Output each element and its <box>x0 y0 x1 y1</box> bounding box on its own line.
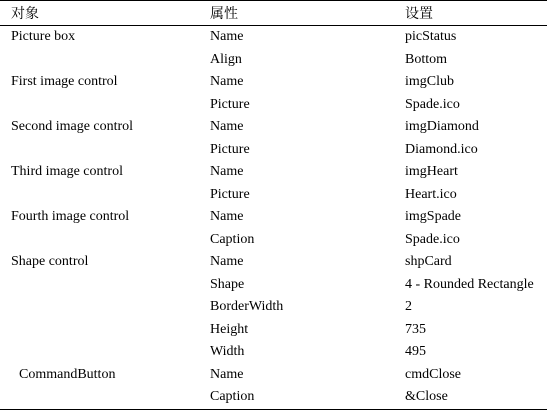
setting-cell: 735 <box>405 321 426 337</box>
object-cell: Shape control <box>11 254 89 270</box>
table-row <box>0 386 547 409</box>
property-cell: Caption <box>210 231 255 247</box>
property-cell: Picture <box>210 96 250 112</box>
property-cell: Align <box>210 51 242 67</box>
header-object: 对象 <box>0 1 199 26</box>
table-row <box>0 229 547 252</box>
property-cell: Width <box>210 344 245 360</box>
setting-cell: cmdClose <box>405 366 461 382</box>
object-cell <box>0 386 199 409</box>
property-cell: Name <box>210 209 244 225</box>
table-row <box>0 26 547 49</box>
table-row <box>0 116 547 139</box>
table-row <box>0 71 547 94</box>
object-cell: First image control <box>11 74 118 90</box>
object-cell <box>0 184 199 207</box>
setting-cell: 495 <box>405 344 426 360</box>
property-cell: Name <box>210 119 244 135</box>
setting-cell: Spade.ico <box>405 231 460 247</box>
property-cell: Shape <box>210 276 245 292</box>
table-row <box>0 49 547 72</box>
property-cell: BorderWidth <box>210 299 284 315</box>
object-cell: Third image control <box>11 164 123 180</box>
object-cell <box>0 49 199 72</box>
object-cell <box>0 319 199 342</box>
property-cell: Caption <box>199 386 394 409</box>
table-row <box>0 251 547 274</box>
table-row <box>0 184 547 207</box>
table-row <box>0 94 547 117</box>
header-setting: 设置 <box>394 1 547 26</box>
object-cell <box>0 341 199 364</box>
table-row <box>0 206 547 229</box>
object-cell: Second image control <box>11 119 134 135</box>
property-cell: Name <box>210 254 244 270</box>
property-cell: Name <box>210 29 244 45</box>
setting-cell: Heart.ico <box>405 186 457 202</box>
setting-cell: Diamond.ico <box>405 141 478 157</box>
table-row <box>0 319 547 342</box>
table-row <box>0 364 547 387</box>
table-row <box>0 274 547 297</box>
setting-cell: imgClub <box>405 74 455 90</box>
property-cell: Name <box>210 366 244 382</box>
object-cell <box>0 229 199 252</box>
property-cell: Height <box>210 321 249 337</box>
table-row <box>0 161 547 184</box>
setting-cell: imgSpade <box>405 209 461 225</box>
object-cell: CommandButton <box>19 366 116 382</box>
object-cell <box>0 94 199 117</box>
setting-cell: imgHeart <box>405 164 458 180</box>
property-cell: Picture <box>210 186 250 202</box>
setting-cell: picStatus <box>405 29 457 45</box>
object-cell: Fourth image control <box>11 209 130 225</box>
setting-cell: shpCard <box>405 254 452 270</box>
setting-cell: imgDiamond <box>405 119 479 135</box>
setting-cell: &Close <box>394 386 547 409</box>
table-row <box>0 341 547 364</box>
header-row <box>0 1 547 26</box>
header-property: 属性 <box>199 1 394 26</box>
object-cell <box>0 139 199 162</box>
setting-cell: Bottom <box>405 51 448 67</box>
setting-cell: Spade.ico <box>405 96 460 112</box>
table-row <box>0 139 547 162</box>
table-row <box>0 296 547 319</box>
object-cell: Picture box <box>11 29 76 45</box>
property-cell: Name <box>210 74 244 90</box>
property-cell: Picture <box>210 141 250 157</box>
object-cell <box>0 274 199 297</box>
object-cell <box>0 296 199 319</box>
setting-cell: 2 <box>405 299 412 315</box>
property-cell: Name <box>210 164 244 180</box>
setting-cell: 4 - Rounded Rectangle <box>405 276 534 292</box>
